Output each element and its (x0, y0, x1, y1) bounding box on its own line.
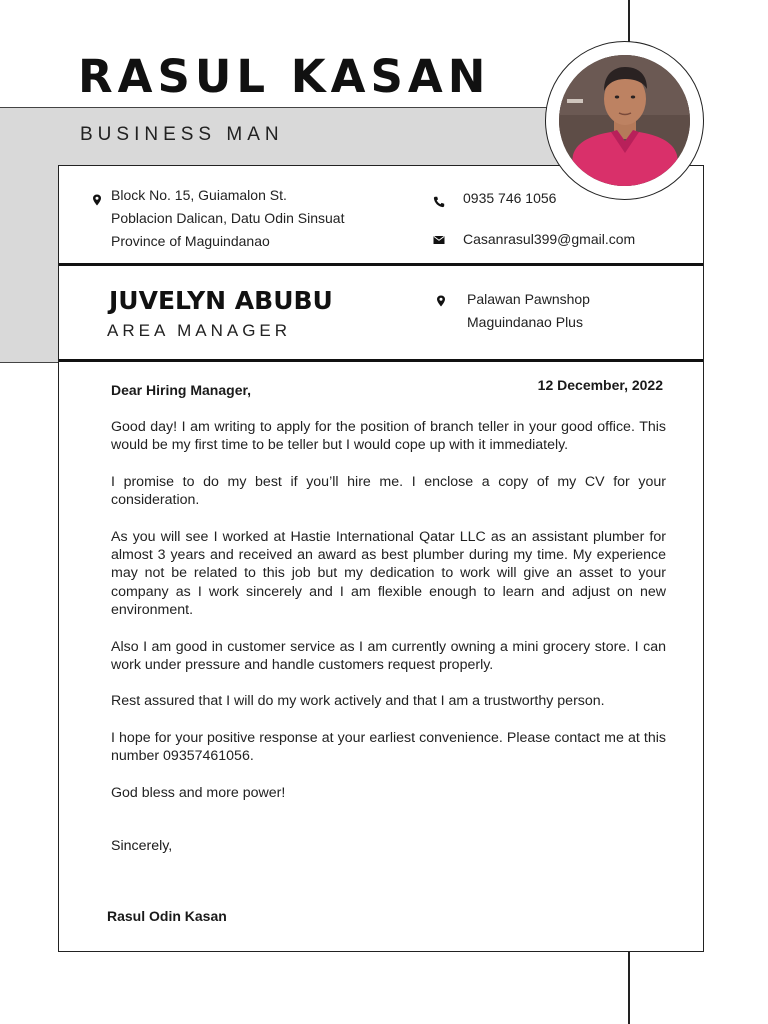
company-line: Maguindanao Plus (467, 314, 583, 330)
letter-paragraph: As you will see I worked at Hastie International Qatar LLC as an assistant plumber for almost 3 years and received an award as best plumber during my time. My experience may not be related to this job but my dedication to work will give an asset to your company as I work sincerely and I am flexible enough to learn and adjust on new environment. (111, 528, 666, 618)
profile-photo-frame (545, 41, 704, 200)
portrait-illustration (559, 55, 690, 186)
letter-paragraph: Also I am good in customer service as I am currently owning a mini grocery store. I can work under pressure and handle customers request properly. (111, 638, 666, 673)
phone-number: 0935 746 1056 (463, 190, 557, 206)
letter-body (111, 418, 666, 821)
phone-icon (433, 196, 445, 208)
address-line: Province of Maguindanao (111, 233, 270, 249)
letter-paragraph: God bless and more power! (111, 784, 286, 801)
letter-paragraph: I hope for your positive response at your earliest convenience. Please contact me at this number 09357461056. (111, 730, 666, 765)
address-line: Block No. 15, Guiamalon St. (111, 187, 287, 203)
sender-name: RASUL KASAN (78, 50, 491, 103)
address-block (111, 184, 344, 253)
email-address: Casanrasul399@gmail.com (463, 231, 636, 247)
divider-vertical-bottom (628, 951, 630, 1024)
letter-card (58, 165, 704, 952)
company-line: Palawan Pawnshop (467, 291, 590, 307)
address-line: Poblacion Dalican, Datu Odin Sinsuat (111, 210, 345, 226)
envelope-icon (433, 234, 445, 246)
location-pin-icon (435, 295, 447, 307)
recipient-company (467, 288, 590, 334)
signature-name: Rasul Odin Kasan (107, 908, 227, 924)
recipient-role: AREA MANAGER (107, 321, 292, 340)
sender-title: BUSINESS MAN (80, 124, 284, 145)
letter-paragraph: I promise to do my best if you’ll hire me. I enclose a copy of my CV for your consideration. (111, 473, 666, 509)
profile-photo (559, 55, 690, 186)
letter-paragraph: Good day! I am writing to apply for the position of branch teller in your good office. This would be my first time to be teller but I would cope up with it immediately. (111, 419, 666, 454)
letter-date: 12 December, 2022 (537, 377, 663, 393)
divider-contact (59, 263, 703, 266)
divider-band-bottom (0, 362, 60, 363)
closing: Sincerely, (111, 838, 173, 854)
recipient-name: JUVELYN ABUBU (109, 286, 333, 315)
salutation: Dear Hiring Manager, (111, 382, 252, 398)
location-pin-icon (91, 194, 103, 206)
letter-paragraph: Rest assured that I will do my work actively and that I am a trustworthy person. (111, 693, 605, 710)
divider-recipient (59, 359, 703, 362)
